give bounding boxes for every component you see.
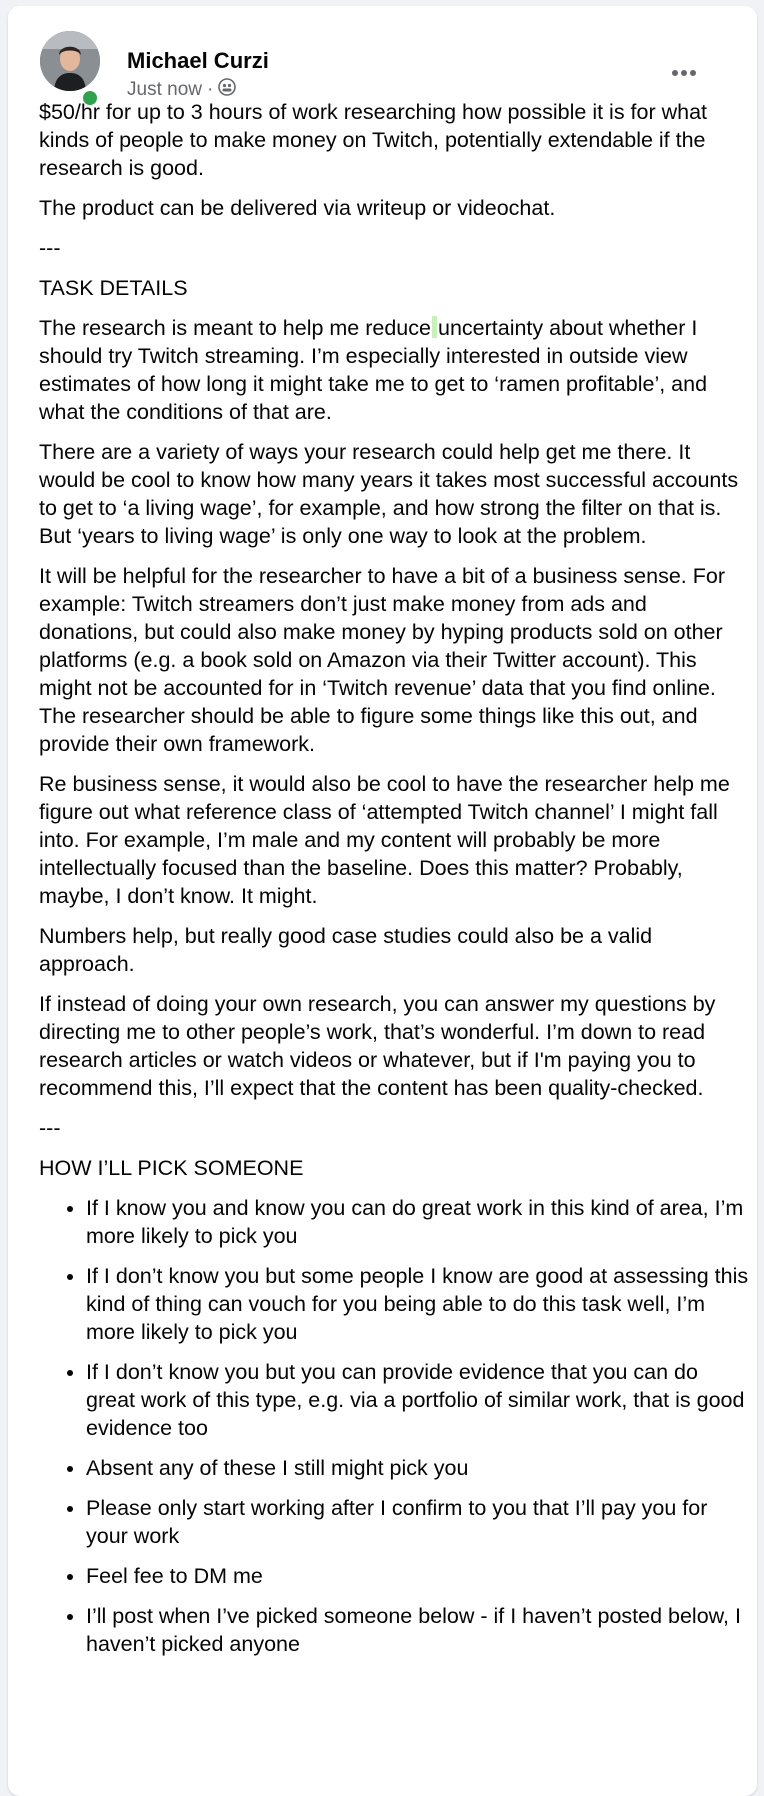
- list-item: • If I don’t know you but some people I know are good at assessing this kind of thing can vouch for you being able to do this task well, I’m more likely to pick you: [86, 1262, 751, 1346]
- list-item: • If I know you and know you can do great work in this kind of area, I’m more likely to pick you: [86, 1194, 751, 1250]
- meta-separator: ·: [206, 79, 214, 100]
- more-options-icon[interactable]: [666, 59, 702, 87]
- paragraph-purpose-start: The research is meant to help me reduce: [39, 316, 431, 340]
- paragraph-variety: There are a variety of ways your research could help get me there. It would be cool to know how many years it takes most successful accounts to get to ‘a living wage’, for example, and how strong the filter on that is. But ‘years to living wage’ is only one way to look at the problem.: [39, 440, 739, 548]
- post-header: [32, 23, 732, 100]
- task-details-heading: TASK DETAILS: [39, 276, 188, 300]
- paragraph-purpose: [39, 314, 751, 426]
- post-body: [39, 98, 751, 1670]
- author-name[interactable]: Michael Curzi: [127, 48, 269, 73]
- list-item: • Please only start working after I confirm to you that I’ll pay you for your work: [86, 1494, 751, 1550]
- post-card: [8, 6, 757, 1796]
- paragraph-reference-class: Re business sense, it would also be cool to have the researcher help me figure out what reference class of ‘attempted Twitch channel’ I might fall into. For example, I’m male and my content will probably be more intellectually focused than the baseline. Does this matter? Probably, maybe, I don’t know. It might.: [39, 772, 730, 908]
- paragraph-purpose-rest: uncertainty about whether I should try Twitch streaming. I’m especially interested in outside view estimates of how long it might take me to get to ‘ramen profitable’, and what the conditions of that are.: [39, 316, 708, 424]
- paragraph-rate: $50/hr for up to 3 hours of work researching how possible it is for what kinds of people to make money on Twitch, potentially extendable if the research is good.: [39, 100, 708, 180]
- post-timestamp[interactable]: Just now: [127, 79, 202, 100]
- paragraph-other-work: If instead of doing your own research, you can answer my questions by directing me to other people’s work, that’s wonderful. I’m down to read research articles or watch videos or whatever, but if I'm paying you to recommend this, I’ll expect that the content has been quality-checked.: [39, 992, 716, 1100]
- criteria-list: [39, 1194, 751, 1658]
- avatar[interactable]: [40, 31, 100, 91]
- list-item: • I’ll post when I’ve picked someone below - if I haven’t posted below, I haven’t picked anyone: [86, 1602, 751, 1658]
- list-item: • Feel fee to DM me: [86, 1562, 751, 1590]
- separator-line: ---: [39, 236, 61, 260]
- pick-someone-heading: HOW I’LL PICK SOMEONE: [39, 1156, 304, 1180]
- text-cursor-highlight: [432, 316, 437, 338]
- list-item: • If I don’t know you but you can provide evidence that you can do great work of this type, e.g. via a portfolio of similar work, that is good evidence too: [86, 1358, 751, 1442]
- avatar-image: [40, 31, 100, 91]
- list-item: • Absent any of these I still might pick you: [86, 1454, 751, 1482]
- separator-line: ---: [39, 1116, 61, 1140]
- paragraph-numbers: Numbers help, but really good case studies could also be a valid approach.: [39, 924, 653, 976]
- paragraph-business-sense: It will be helpful for the researcher to have a bit of a business sense. For example: Twitch streamers don’t just make money from ads and donations, but could also make money by hyping products sold on other platforms (e.g. a book sold on Amazon via their Twitter account). This might not be accounted for in ‘Twitch revenue’ data that you find online. The researcher should be able to figure some things like this out, and provide their own framework.: [39, 564, 725, 756]
- paragraph-delivery: The product can be delivered via writeup or videochat.: [39, 196, 556, 220]
